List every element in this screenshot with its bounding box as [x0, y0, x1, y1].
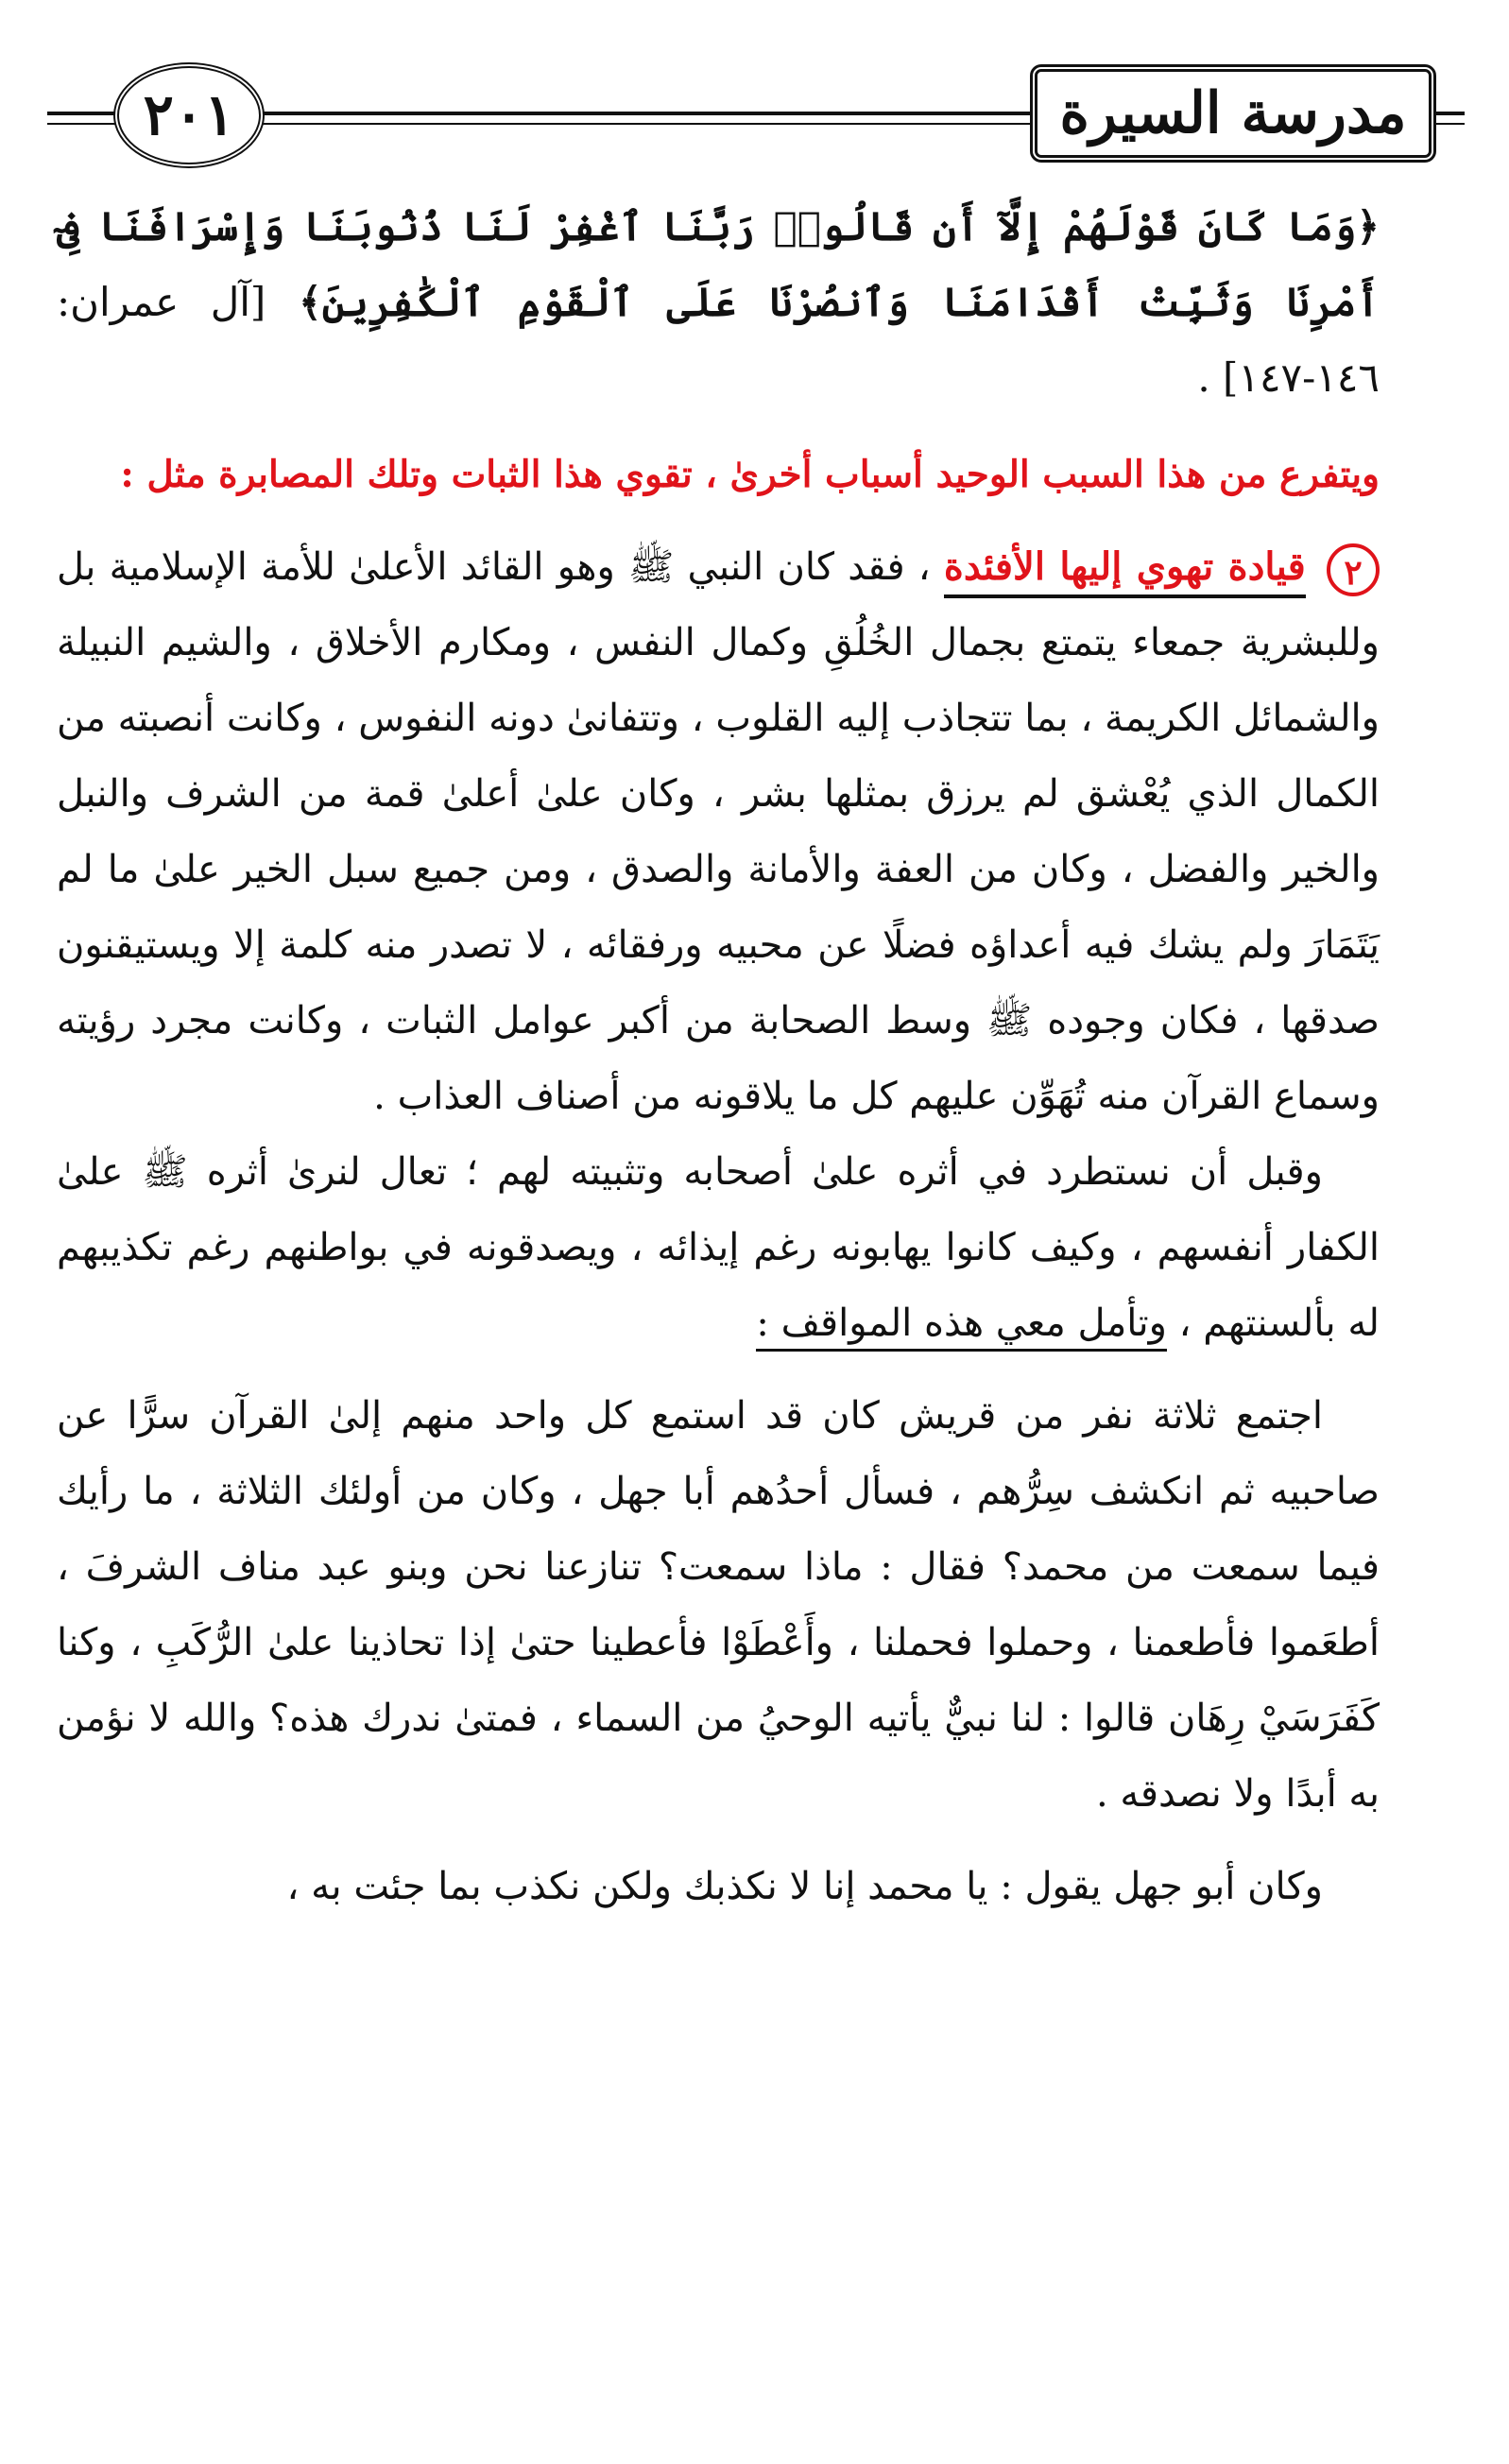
- followup-underlined: وتأمل معي هذه المواقف :: [756, 1301, 1167, 1352]
- section-2-paragraph: [57, 529, 1380, 1134]
- story-paragraph-2: وكان أبو جهل يقول : يا محمد إنا لا نكذبك ولكن نكذب بما جئت به ،: [286, 1865, 1323, 1908]
- page-header: [47, 57, 1465, 175]
- verse-text: ﴿وَمَا كَانَ قَوْلَهُمْ إِلَّآ أَن قَالُوا۟ رَبَّنَا ٱغْفِرْ لَنَا ذُنُوبَنَا وَإِسْرَافَنَا فِىٓ أَمْرِنَا وَثَبِّتْ أَقْدَامَنَا وَٱنصُرْنَا عَلَى ٱلْقَوْمِ ٱلْكَٰفِرِينَ﴾: [57, 203, 1380, 325]
- story-paragraph-1: اجتمع ثلاثة نفر من قريش كان قد استمع كل واحد منهم إلىٰ القرآن سرًّا عن صاحبيه ثم انكشف سِرُّهم ، فسأل أحدُهم أبا جهل ، وكان من أولئك الثلاثة ، ما رأيك فيما سمعت من محمد؟ فقال : ماذا سمعت؟ تنازعنا نحن وبنو عبد مناف الشرفَ ، أطعَموا فأطعمنا ، وحملوا فحملنا ، وأَعْطَوْا فأعطينا حتىٰ إذا تحاذينا علىٰ الرُّكَبِ ، وكنا كَفَرَسَيْ رِهَان قالوا : لنا نبيٌّ يأتيه الوحيُ من السماء ، فمتىٰ ندرك هذه؟ والله لا نؤمن به أبدًا ولا نصدقه .: [57, 1394, 1380, 1816]
- section-intro-note: ويتفرع من هذا السبب الوحيد أسباب أخرىٰ ، تقوي هذا الثبات وتلك المصابرة مثل :: [120, 453, 1380, 496]
- page-content: [57, 189, 1380, 1924]
- section-2-text: ، فقد كان النبي ﷺ وهو القائد الأعلىٰ للأمة الإسلامية بل وللبشرية جمعاء يتمتع بجمال الخُلُقِ وكمال النفس ، ومكارم الأخلاق ، والشيم النبيلة والشمائل الكريمة ، بما تتجاذب إليه القلوب ، وتتفانىٰ دونه النفوس ، وكانت أنصبته من الكمال الذي يُعْشق لم يرزق بمثلها بشر ، وكان علىٰ أعلىٰ قمة من الشرف والنبل والخير والفضل ، وكان من العفة والأمانة والصدق ، ومن جميع سبل الخير علىٰ ما لم يَتَمَارَ ولم يشك فيه أعداؤه فضلًا عن محبيه ورفقائه ، لا تصدر منه كلمة إلا ويستيقنون صدقها ، فكان وجوده ﷺ وسط الصحابة من أكبر عوامل الثبات ، وكانت مجرد رؤيته وسماع القرآن منه تُهَوِّن عليهم كل ما يلاقونه من أصناف العذاب .: [57, 545, 1380, 1118]
- verse-reference: [آل عمران: ١٤٦-١٤٧] .: [57, 279, 1380, 401]
- section-heading: قيادة تهوي إليها الأفئدة: [944, 544, 1306, 598]
- followup-text: وقبل أن نستطرد في أثره علىٰ أصحابه وتثبيته لهم ؛ تعال لنرىٰ أثره ﷺ علىٰ الكفار أنفسهم ، وكيف كانوا يهابونه رغم إيذائه ، ويصدقونه في بواطنهم رغم تكذيبهم له بألسنتهم ،: [57, 1150, 1380, 1345]
- quran-verse: [57, 189, 1380, 416]
- section-number-badge: ٢: [1327, 543, 1380, 596]
- section-2-followup: [57, 1134, 1380, 1361]
- page-number: ٢٠١: [113, 62, 265, 168]
- book-title: مدرسة السيرة: [1030, 64, 1436, 163]
